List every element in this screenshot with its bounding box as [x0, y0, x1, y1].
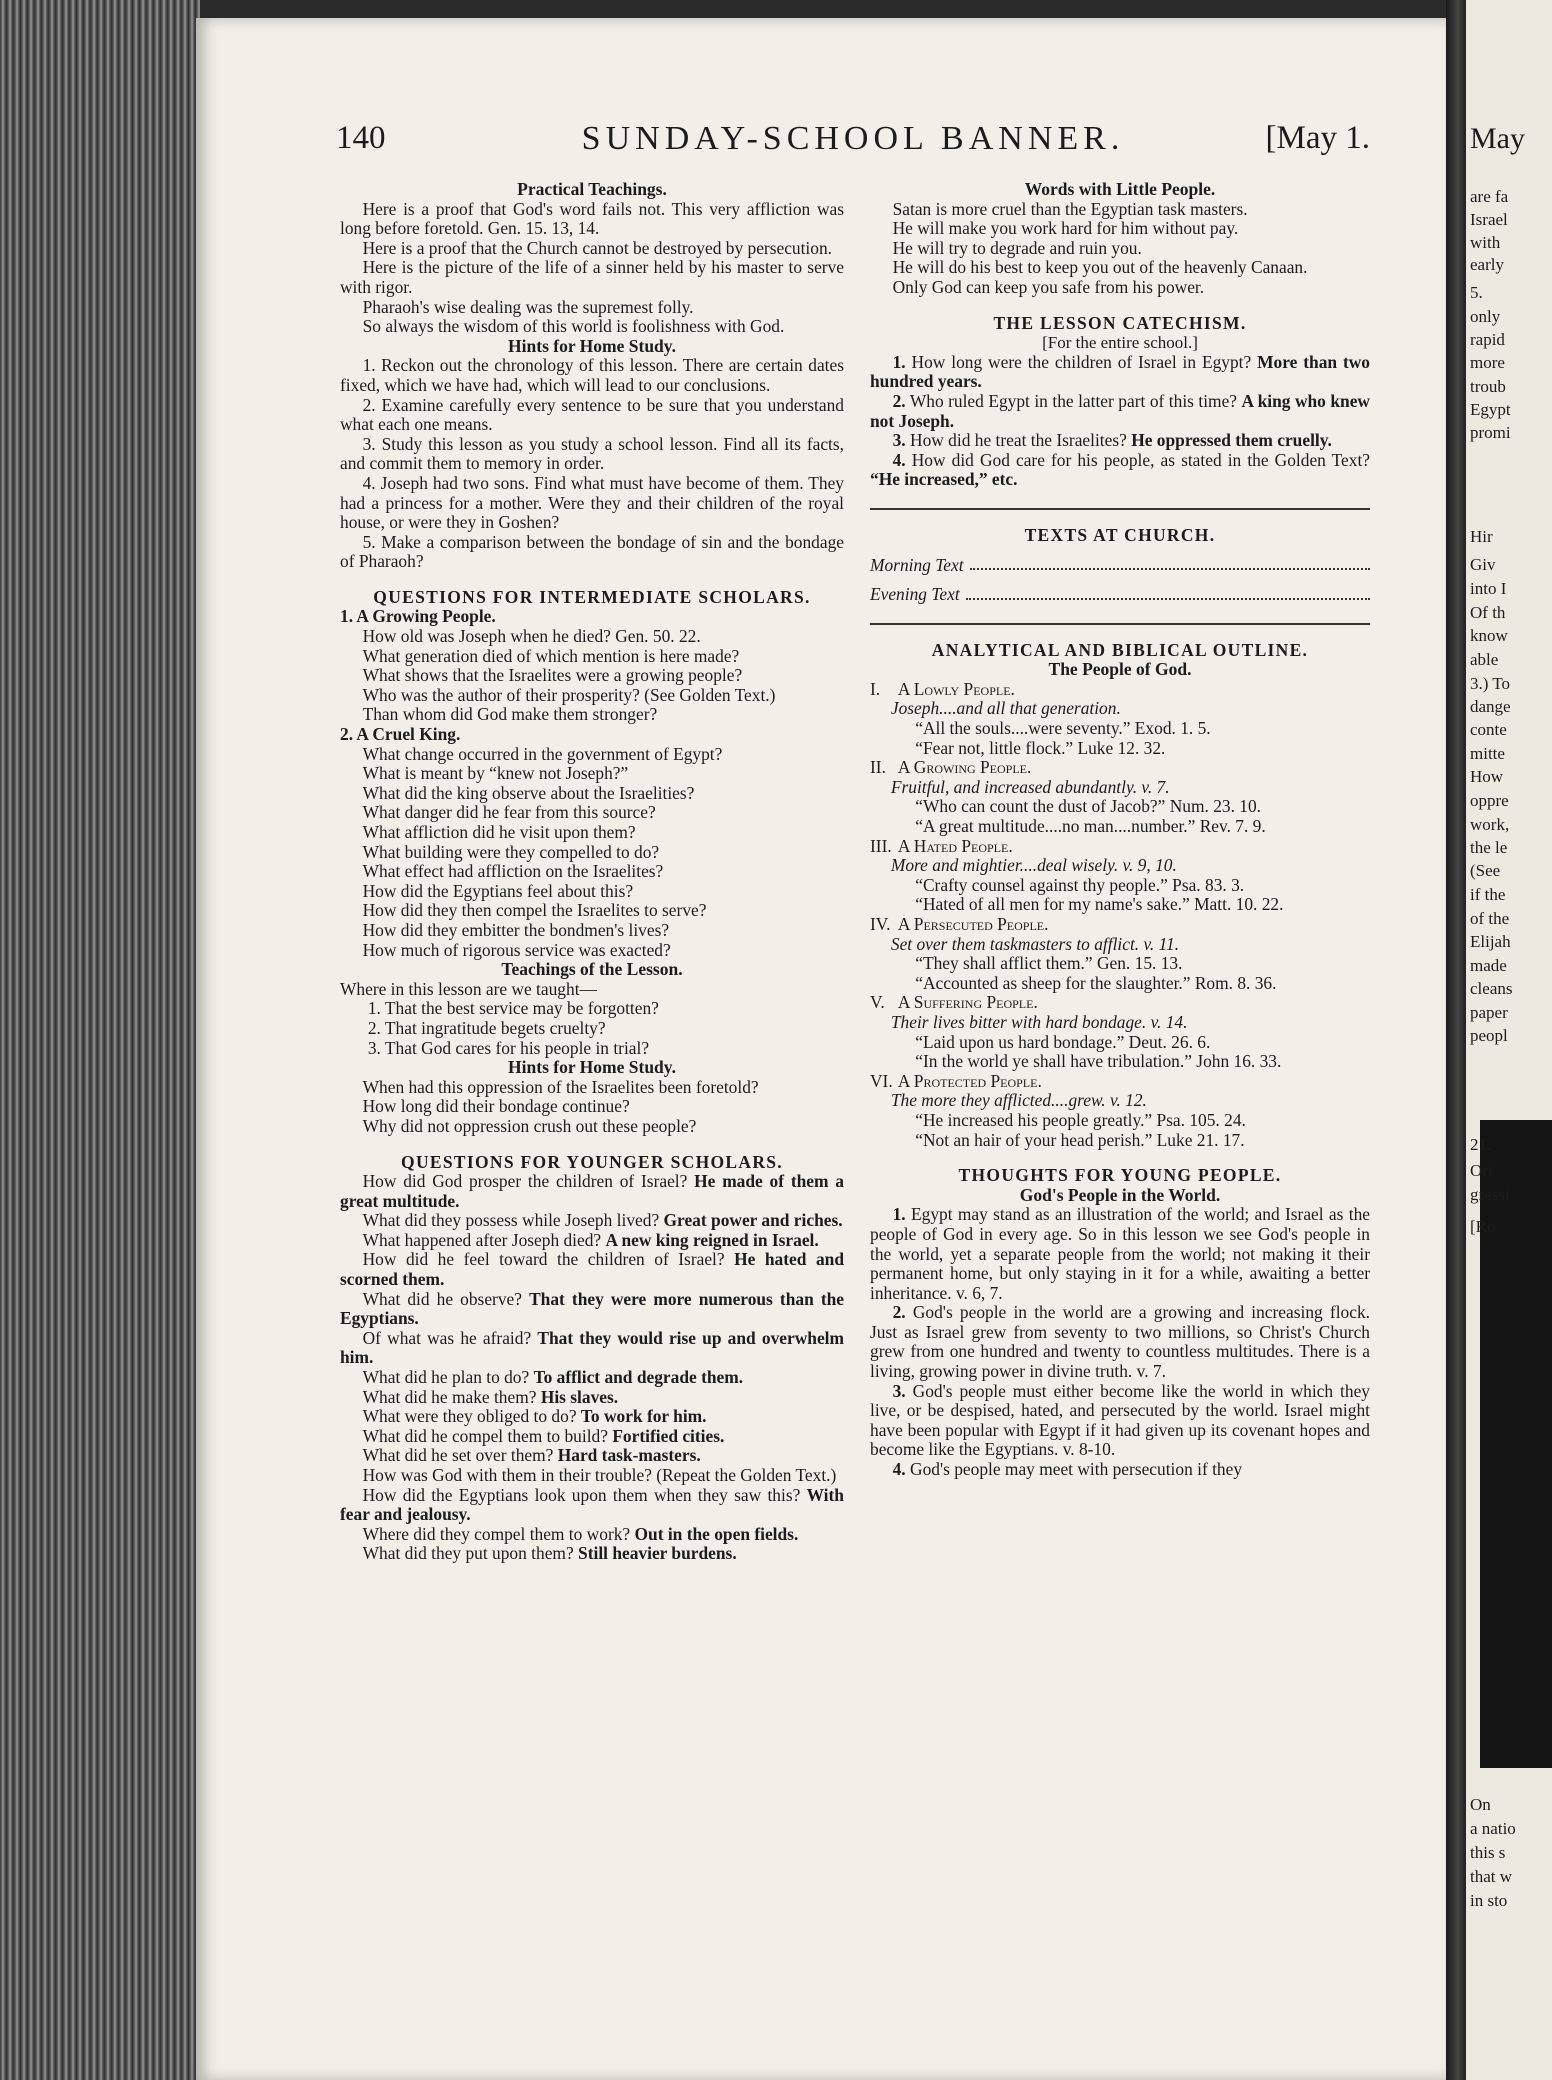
scripture-quote: “They shall afflict them.” Gen. 15. 13.: [915, 953, 1183, 974]
section-name: A Growing People.: [897, 757, 1032, 778]
catechism-subheading: [For the entire school.]: [1042, 333, 1198, 353]
section-name: A Persecuted People.: [897, 914, 1049, 934]
next-page-line: [Ro: [1470, 1217, 1496, 1236]
next-page-line: gressi: [1470, 1185, 1510, 1204]
question: What did he make them?: [362, 1386, 537, 1407]
outline-section-title: [870, 993, 1370, 1013]
catechism-item: [870, 431, 1370, 451]
item-number: 3.: [892, 430, 906, 451]
answer: More than two hundred years.: [870, 351, 1370, 392]
next-page-line: this s: [1470, 1843, 1506, 1862]
answer: His slaves.: [540, 1386, 619, 1407]
scripture-quote: “Laid upon us hard bondage.” Deut. 26. 6.: [915, 1031, 1211, 1052]
next-page-line: (See: [1470, 861, 1501, 880]
thoughts-subheading: God's People in the World.: [1019, 1184, 1221, 1205]
question: How did the Egyptians feel about this?: [362, 880, 634, 901]
question: When had this oppression of the Israelites been foretold?: [362, 1076, 759, 1097]
scripture-quote: “In the world ye shall have tribulation.” John 16. 33.: [915, 1051, 1282, 1072]
outline-subheading: The People of God.: [1048, 659, 1192, 680]
item-number: 4.: [892, 449, 906, 470]
next-page-line: peopl: [1470, 1026, 1508, 1045]
answer: To work for him.: [580, 1406, 707, 1427]
roman-numeral: IV.: [870, 914, 891, 934]
scripture-quote: “Not an hair of your head perish.” Luke 21. 17.: [915, 1129, 1245, 1150]
thoughts-heading: THOUGHTS FOR YOUNG PEOPLE.: [958, 1165, 1282, 1186]
thought-paragraph: [870, 1382, 1370, 1460]
section-name: A Protected People.: [897, 1070, 1042, 1091]
outline-text: Set over them taskmasters to afflict. v. 11.: [890, 933, 1180, 954]
question: Who ruled Egypt in the latter part of this time?: [909, 390, 1238, 411]
question: How was God with them in their trouble? (Repeat the Golden Text.): [362, 1465, 837, 1485]
next-page-line: that w: [1470, 1867, 1513, 1886]
outline-section-title: [870, 837, 1370, 857]
question: Where did they compel them to work?: [362, 1523, 631, 1544]
outline-text: More and mightier....deal wisely. v. 9, 10.: [890, 855, 1177, 876]
question: What is meant by “knew not Joseph?”: [362, 763, 629, 784]
question: What shows that the Israelites were a growing people?: [362, 665, 743, 686]
paragraph: Satan is more cruel than the Egyptian task masters.: [892, 198, 1248, 219]
answer: A king who knew not Joseph.: [870, 390, 1370, 431]
qa-item: [340, 1525, 844, 1545]
answer: Great power and riches.: [663, 1210, 843, 1231]
practical-teachings-heading: Practical Teachings.: [517, 179, 667, 199]
outline-text: The more they afflicted....grew. v. 12.: [890, 1090, 1147, 1111]
item-number: 1.: [892, 351, 906, 372]
hints-home-study-heading: Hints for Home Study.: [508, 335, 676, 356]
next-page-line: 3.) To: [1470, 674, 1511, 693]
paragraph: Here is a proof that the Church cannot be destroyed by persecution.: [362, 237, 833, 258]
catechism-item: [870, 451, 1370, 490]
next-page-line: know: [1470, 626, 1508, 645]
intermediate-heading: QUESTIONS FOR INTERMEDIATE SCHOLARS.: [373, 586, 811, 607]
next-page-line: 21.: [1470, 1135, 1492, 1154]
question: How long were the children of Israel in Egypt?: [911, 351, 1252, 372]
paragraph: 1. Reckon out the chronology of this lesson. There are certain dates fixed, which we have had, which will lead to our conclusions.: [340, 355, 844, 395]
scripture-quote: “A great multitude....no man....number.” Rev. 7. 9.: [915, 816, 1266, 837]
morning-text-label: Morning Text: [870, 554, 964, 575]
catechism-item: [870, 392, 1370, 431]
qa-item: [340, 1368, 844, 1388]
evening-text-label: Evening Text: [870, 584, 960, 605]
thought-text: Egypt may stand as an illustration of the world; and Israel as the people of God in every age. So in this lesson we see God's people in the world, yet a separate people from the world; not making it their permanent home, but only staying in it for a while, awaiting a better inheritance. v. 6, 7.: [870, 1204, 1370, 1303]
scripture-quote: “He increased his people greatly.” Psa. 105. 24.: [915, 1109, 1246, 1130]
answer: He oppressed them cruelly.: [1131, 430, 1332, 451]
next-page-line: made: [1470, 956, 1507, 975]
answer: A new king reigned in Israel.: [605, 1229, 819, 1250]
paragraph: Here is a proof that God's word fails not. This very affliction was long before foretold. Gen. 15. 13, 14.: [340, 198, 844, 239]
younger-scholars-heading: QUESTIONS FOR YOUNGER SCHOLARS.: [401, 1151, 783, 1172]
question: How long did their bondage continue?: [362, 1096, 630, 1117]
evening-text-line: [870, 585, 1370, 605]
next-page-line: with: [1470, 233, 1501, 252]
catechism-heading: THE LESSON CATECHISM.: [993, 312, 1247, 333]
next-page-line: a natio: [1470, 1819, 1516, 1838]
next-page-line: Of th: [1470, 603, 1506, 622]
issue-date: [May 1.: [1265, 120, 1370, 156]
next-page-line: oppre: [1470, 791, 1509, 810]
next-page-line: Israel: [1470, 210, 1508, 229]
qa-item: [340, 1466, 844, 1486]
next-page-line: in sto: [1470, 1891, 1508, 1910]
item-number: 2.: [892, 1302, 906, 1323]
next-page-line: May: [1470, 122, 1525, 155]
next-page-line: cleans: [1470, 979, 1513, 998]
qa-item: [340, 1329, 844, 1368]
next-page-line: into I: [1470, 579, 1507, 598]
paragraph: Here is the picture of the life of a sinner held by his master to serve with rigor.: [340, 257, 844, 297]
question: What building were they compelled to do?: [362, 841, 660, 862]
question: What did the king observe about the Israelities?: [362, 782, 695, 803]
next-page-line: able: [1470, 650, 1499, 669]
next-page-line: only: [1470, 307, 1501, 326]
question-list: [340, 745, 844, 961]
scripture-quote: “Crafty counsel against thy people.” Psa. 83. 3.: [915, 874, 1245, 895]
scripture-quote: “Who can count the dust of Jacob?” Num. 23. 10.: [915, 796, 1262, 817]
next-page-line: mitte: [1470, 744, 1505, 763]
qa-item: [340, 1172, 844, 1211]
question: Than whom did God make them stronger?: [362, 704, 658, 725]
answer: Hard task-masters.: [557, 1445, 701, 1466]
question: What did he set over them?: [362, 1445, 554, 1466]
paragraph: Only God can keep you safe from his power.: [892, 276, 1205, 297]
qa-item: [340, 1388, 844, 1408]
outline-heading: ANALYTICAL AND BIBLICAL OUTLINE.: [931, 639, 1309, 660]
book-gutter: [1446, 0, 1466, 2080]
thought-text: God's people may meet with persecution if they: [910, 1459, 1243, 1480]
item-number: 2.: [892, 390, 906, 411]
next-page-line: the le: [1470, 838, 1508, 857]
answer: That they would rise up and overwhelm him.: [340, 1327, 844, 1368]
thoughts-list: [870, 1205, 1370, 1479]
question: Who was the author of their prosperity? (See Golden Text.): [362, 684, 776, 705]
qa-item: [340, 1290, 844, 1329]
left-column: [340, 180, 844, 1564]
thought-text: God's people must either become like the world in which they live, or be despised, hated, and persecuted by the world. Israel might have been popular with Egypt if it had given up its covenant hopes and become like the Egyptians. v. 8-10.: [870, 1380, 1370, 1460]
thought-paragraph: [870, 1205, 1370, 1303]
teaching-item: 1. That the best service may be forgotten?: [367, 998, 659, 1019]
question: How did the Egyptians look upon them when they saw this?: [362, 1484, 801, 1505]
page-number: 140: [336, 120, 386, 156]
next-page-line: Hir: [1470, 527, 1493, 546]
paragraph: He will make you work hard for him without pay.: [892, 218, 1239, 239]
morning-text-line: [870, 556, 1370, 576]
question: What did they put upon them?: [362, 1543, 574, 1564]
running-title: SUNDAY-SCHOOL BANNER.: [581, 120, 1125, 157]
next-page-line: rapid: [1470, 330, 1505, 349]
question: What did he observe?: [362, 1288, 522, 1309]
item-number: 1.: [892, 1204, 906, 1225]
question: Of what was he afraid?: [362, 1327, 532, 1348]
catechism-list: [870, 353, 1370, 490]
question: How did he feel toward the children of Israel?: [362, 1249, 725, 1270]
question: How did they then compel the Israelites to serve?: [362, 900, 707, 921]
outline-section-title: [870, 758, 1370, 778]
question: How did they embitter the bondmen's lives?: [362, 919, 670, 940]
texts-at-church-heading: TEXTS AT CHURCH.: [1024, 524, 1216, 545]
answer: He made of them a great multitude.: [340, 1171, 844, 1211]
teachings-intro: Where in this lesson are we taught—: [340, 978, 597, 999]
answer: With fear and jealousy.: [340, 1484, 844, 1525]
outline-text: Fruitful, and increased abundantly. v. 7.: [890, 776, 1170, 797]
scripture-quote: “All the souls....were seventy.” Exod. 1. 5.: [915, 718, 1211, 739]
answer: Fortified cities.: [612, 1425, 725, 1446]
divider: [870, 508, 1370, 510]
hints-home-study-heading-2: Hints for Home Study.: [508, 1057, 676, 1078]
next-page-line: promi: [1470, 423, 1511, 442]
section-title: 1. A Growing People.: [340, 606, 496, 627]
next-page-line: Giv: [1470, 555, 1496, 574]
next-page-line: Ori: [1470, 1161, 1493, 1180]
item-number: 4.: [892, 1459, 906, 1480]
roman-numeral: VI.: [870, 1070, 893, 1091]
paragraph: 3. Study this lesson as you study a school lesson. Find all its facts, and commit them to memory in order.: [340, 433, 844, 474]
younger-qa-list: [340, 1172, 844, 1564]
section-name: A Hated People.: [897, 835, 1013, 856]
qa-item: [340, 1407, 844, 1427]
section-title: 2. A Cruel King.: [340, 724, 461, 745]
paragraph: He will do his best to keep you out of the heavenly Canaan.: [892, 257, 1308, 278]
question: How did God care for his people, as stated in the Golden Text?: [911, 449, 1370, 470]
hints-home-study-body: [340, 356, 844, 572]
question: How old was Joseph when he died? Gen. 50. 22.: [362, 626, 701, 647]
question-list: [340, 627, 844, 725]
qa-item: [340, 1446, 844, 1466]
teaching-item: 2. That ingratitude begets cruelty?: [367, 1017, 606, 1038]
next-page-line: are fa: [1470, 187, 1509, 206]
qa-item: [340, 1486, 844, 1525]
next-page-fragment: [1466, 0, 1552, 2080]
qa-item: [340, 1427, 844, 1447]
paragraph: He will try to degrade and ruin you.: [892, 237, 1142, 258]
question: What did they possess while Joseph lived?: [362, 1210, 660, 1231]
question: What effect had affliction on the Israelites?: [362, 861, 664, 882]
next-page-line: early: [1470, 255, 1504, 274]
divider: [870, 623, 1370, 625]
practical-teachings-body: [340, 200, 844, 337]
question: What were they obliged to do?: [362, 1406, 577, 1427]
right-column: [870, 180, 1370, 1480]
next-page-line: 5.: [1470, 283, 1483, 302]
paragraph: Pharaoh's wise dealing was the supremest folly.: [362, 296, 694, 317]
paragraph: So always the wisdom of this world is foolishness with God.: [362, 316, 785, 337]
next-page-line: of the: [1470, 909, 1510, 928]
next-page-line: On: [1470, 1795, 1491, 1814]
scripture-quote: “Fear not, little flock.” Luke 12. 32.: [915, 737, 1166, 758]
roman-numeral: I.: [870, 678, 881, 699]
question: What generation died of which mention is here made?: [362, 645, 740, 666]
next-page-line: if the: [1470, 885, 1506, 904]
qa-item: [340, 1544, 844, 1564]
catechism-item: [870, 353, 1370, 392]
page-stack-edge: [0, 0, 200, 2080]
next-page-line: Egypt: [1470, 400, 1511, 419]
thought-paragraph: [870, 1460, 1370, 1480]
thought-paragraph: [870, 1303, 1370, 1381]
section-name: A Suffering People.: [897, 992, 1038, 1013]
answer: To afflict and degrade them.: [533, 1367, 744, 1388]
question: What did he plan to do?: [362, 1367, 530, 1388]
section-name: A Lowly People.: [897, 678, 1015, 699]
outline-section-title: [870, 680, 1370, 700]
next-page-line: troub: [1470, 377, 1506, 396]
answer: Still heavier burdens.: [578, 1543, 737, 1564]
outline-section-title: [870, 1072, 1370, 1092]
outline-text: Their lives bitter with hard bondage. v. 14.: [890, 1011, 1188, 1032]
item-number: 3.: [892, 1380, 906, 1401]
answer: That they were more numerous than the Egyptians.: [340, 1288, 845, 1329]
answer: Out in the open fields.: [634, 1523, 799, 1544]
question: What did he compel them to build?: [362, 1425, 608, 1446]
outline-section-title: [870, 915, 1370, 935]
qa-item: [340, 1231, 844, 1251]
outline-text: Joseph....and all that generation.: [890, 698, 1121, 719]
teaching-item: 3. That God cares for his people in trial?: [367, 1037, 650, 1058]
question: How did God prosper the children of Israel?: [362, 1171, 688, 1192]
qa-item: [340, 1250, 844, 1289]
question: What danger did he fear from this source?: [362, 802, 656, 823]
next-page-line: more: [1470, 353, 1505, 372]
question: What change occurred in the government of Egypt?: [362, 743, 723, 764]
little-people-heading: Words with Little People.: [1024, 179, 1216, 199]
answer: “He increased,” etc.: [870, 469, 1018, 490]
answer: He hated and scorned them.: [340, 1249, 844, 1290]
roman-numeral: V.: [870, 992, 885, 1013]
roman-numeral: III.: [870, 835, 892, 856]
next-page-line: dange: [1470, 697, 1511, 716]
thought-text: God's people in the world are a growing and increasing flock. Just as Israel grew from seventy to two millions, so Christ's Church grew from one hundred and twenty to countless multitudes. There is a living, growing power in divine truth. v. 7.: [870, 1302, 1370, 1382]
page-header: [336, 120, 1370, 170]
next-page-line: How: [1470, 767, 1504, 786]
qa-item: [340, 1211, 844, 1231]
scripture-quote: “Hated of all men for my name's sake.” Matt. 10. 22.: [915, 894, 1284, 915]
teachings-of-lesson-heading: Teachings of the Lesson.: [501, 959, 683, 980]
next-page-line: Elijah: [1470, 932, 1511, 951]
scripture-quote: “Accounted as sheep for the slaughter.” Rom. 8. 36.: [915, 972, 1277, 993]
question: What happened after Joseph died?: [362, 1229, 602, 1250]
question: What affliction did he visit upon them?: [362, 822, 636, 842]
paragraph: 4. Joseph had two sons. Find what must have become of them. They had a princess for a mother. Were they and their children of the royal house, or were they in Goshen?: [340, 472, 844, 533]
paragraph: 5. Make a comparison between the bondage of sin and the bondage of Pharaoh?: [340, 531, 844, 572]
outline-list: [870, 680, 1370, 1150]
next-page-line: conte: [1470, 720, 1507, 739]
paragraph: 2. Examine carefully every sentence to be sure that you understand what each one means.: [340, 394, 844, 435]
question: How much of rigorous service was exacted?: [362, 939, 671, 960]
question: Why did not oppression crush out these people?: [362, 1115, 697, 1136]
question: How did he treat the Israelites?: [910, 430, 1127, 451]
roman-numeral: II.: [870, 757, 886, 778]
next-page-line: work,: [1470, 815, 1510, 834]
next-page-line: paper: [1470, 1003, 1508, 1022]
